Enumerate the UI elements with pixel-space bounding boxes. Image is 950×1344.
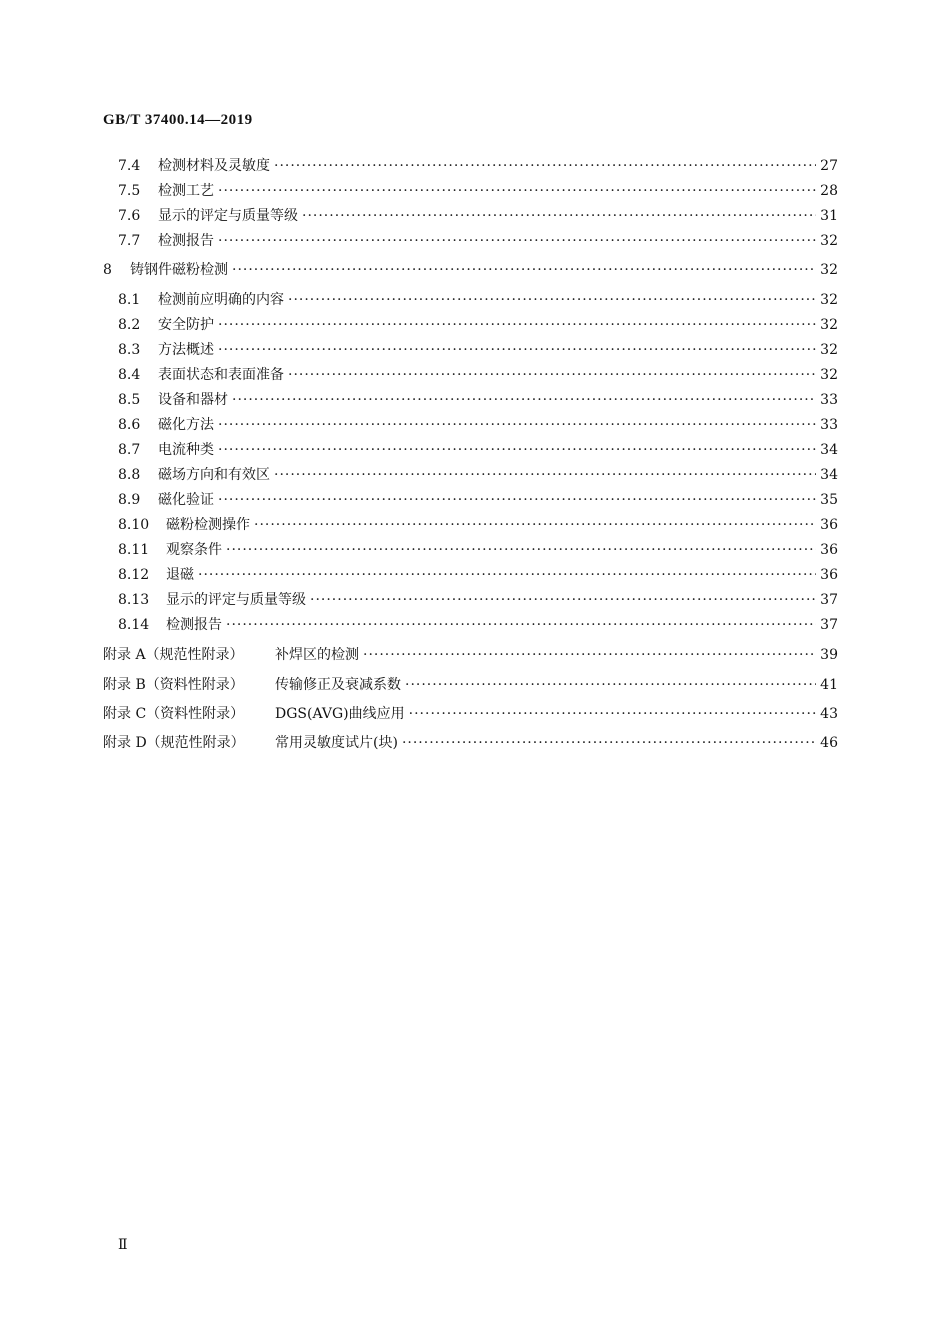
toc-title: 常用灵敏度试片(块) [275, 735, 398, 751]
toc-appendix-entry[interactable] [103, 733, 838, 753]
toc-entry[interactable] [118, 231, 838, 251]
toc-number: 8.14 [118, 617, 150, 633]
document-code: GB/T 37400.14—2019 [103, 112, 253, 128]
toc-title: 检测报告 [158, 233, 214, 249]
toc-leader-dots [218, 340, 816, 360]
toc-page: 32 [820, 292, 838, 308]
toc-entry[interactable] [118, 390, 838, 410]
toc-leader-dots [409, 704, 816, 724]
toc-number: 8.10 [118, 517, 150, 533]
toc-leader-dots [232, 390, 816, 410]
toc-title: 显示的评定与质量等级 [158, 208, 298, 224]
toc-chapter-entry[interactable] [103, 260, 838, 280]
toc-page: 36 [820, 567, 838, 583]
toc-number: 8 [103, 262, 112, 278]
toc-title: 方法概述 [158, 342, 214, 358]
toc-page: 34 [820, 442, 838, 458]
toc-appendix-label: 附录 C（资料性附录） [103, 706, 245, 722]
toc-title: 表面状态和表面准备 [158, 367, 284, 383]
toc-leader-dots [363, 645, 816, 665]
toc-number: 8.7 [118, 442, 141, 458]
toc-entry[interactable] [118, 465, 838, 485]
toc-number: 8.2 [118, 317, 141, 333]
toc-page: 28 [820, 183, 838, 199]
toc-leader-dots [288, 290, 816, 310]
toc-entry[interactable] [118, 206, 838, 226]
toc-title: 传输修正及衰减系数 [275, 677, 401, 693]
toc-leader-dots [226, 615, 816, 635]
toc-title: 显示的评定与质量等级 [166, 592, 306, 608]
toc-title: 电流种类 [158, 442, 214, 458]
toc-page: 27 [820, 158, 838, 174]
toc-page: 36 [820, 542, 838, 558]
page-number-roman: Ⅱ [118, 1238, 128, 1253]
toc-page: 43 [820, 706, 838, 722]
toc-number: 8.1 [118, 292, 141, 308]
toc-title: 补焊区的检测 [275, 647, 359, 663]
toc-page: 41 [820, 677, 838, 693]
toc-title: 检测前应明确的内容 [158, 292, 284, 308]
toc-number: 8.3 [118, 342, 141, 358]
toc-leader-dots [302, 206, 816, 226]
toc-page: 32 [820, 367, 838, 383]
toc-number: 8.13 [118, 592, 150, 608]
toc-page: 35 [820, 492, 838, 508]
toc-leader-dots [226, 540, 816, 560]
toc-title: 铸钢件磁粉检测 [130, 262, 228, 278]
toc-title: 设备和器材 [158, 392, 228, 408]
toc-leader-dots [198, 565, 816, 585]
toc-page: 32 [820, 317, 838, 333]
toc-leader-dots [218, 440, 816, 460]
toc-title: 安全防护 [158, 317, 214, 333]
toc-entry[interactable] [118, 290, 838, 310]
toc-appendix-label: 附录 D（规范性附录） [103, 735, 245, 751]
toc-page: 32 [820, 233, 838, 249]
toc-leader-dots [218, 490, 816, 510]
toc-entry[interactable] [118, 490, 838, 510]
toc-number: 7.6 [118, 208, 141, 224]
toc-leader-dots [218, 181, 816, 201]
toc-number: 8.4 [118, 367, 141, 383]
toc-number: 7.4 [118, 158, 141, 174]
toc-leader-dots [232, 260, 816, 280]
toc-page: 34 [820, 467, 838, 483]
toc-entry[interactable] [118, 615, 838, 635]
toc-page: 37 [820, 592, 838, 608]
toc-entry[interactable] [118, 181, 838, 201]
toc-title: 磁场方向和有效区 [158, 467, 270, 483]
toc-title: 检测材料及灵敏度 [158, 158, 270, 174]
toc-leader-dots [218, 415, 816, 435]
toc-page: 33 [820, 417, 838, 433]
toc-leader-dots [274, 465, 816, 485]
toc-leader-dots [274, 156, 816, 176]
toc-number: 8.5 [118, 392, 141, 408]
toc-title: DGS(AVG)曲线应用 [275, 706, 405, 722]
toc-appendix-label: 附录 B（资料性附录） [103, 677, 244, 693]
toc-entry[interactable] [118, 340, 838, 360]
toc-number: 7.7 [118, 233, 141, 249]
toc-entry[interactable] [118, 540, 838, 560]
toc-appendix-entry[interactable] [103, 704, 838, 724]
toc-title: 磁化方法 [158, 417, 214, 433]
toc-leader-dots [402, 733, 816, 753]
toc-number: 8.9 [118, 492, 141, 508]
toc-entry[interactable] [118, 565, 838, 585]
toc-page: 46 [820, 735, 838, 751]
toc-appendix-label: 附录 A（规范性附录） [103, 647, 244, 663]
toc-page: 39 [820, 647, 838, 663]
toc-number: 8.6 [118, 417, 141, 433]
toc-leader-dots [218, 315, 816, 335]
toc-title: 磁粉检测操作 [166, 517, 250, 533]
toc-leader-dots [218, 231, 816, 251]
toc-title: 检测报告 [166, 617, 222, 633]
toc-page: 33 [820, 392, 838, 408]
toc-entry[interactable] [118, 315, 838, 335]
toc-leader-dots [405, 675, 816, 695]
toc-page: 32 [820, 262, 838, 278]
toc-page: 31 [820, 208, 838, 224]
toc-leader-dots [310, 590, 816, 610]
toc-number: 8.11 [118, 542, 150, 558]
toc-entry[interactable] [118, 440, 838, 460]
toc-entry[interactable] [118, 415, 838, 435]
toc-title: 观察条件 [166, 542, 222, 558]
toc-page: 36 [820, 517, 838, 533]
toc-number: 7.5 [118, 183, 141, 199]
toc-title: 磁化验证 [158, 492, 214, 508]
toc-page: 32 [820, 342, 838, 358]
toc-leader-dots [288, 365, 816, 385]
toc-entry[interactable] [118, 156, 838, 176]
toc-entry[interactable] [118, 365, 838, 385]
toc-number: 8.8 [118, 467, 141, 483]
toc-number: 8.12 [118, 567, 150, 583]
toc-title: 检测工艺 [158, 183, 214, 199]
toc-appendix-entry[interactable] [103, 675, 838, 695]
toc-entry[interactable] [118, 590, 838, 610]
toc-entry[interactable] [118, 515, 838, 535]
toc-page: 37 [820, 617, 838, 633]
toc-leader-dots [254, 515, 816, 535]
toc-appendix-entry[interactable] [103, 645, 838, 665]
toc-title: 退磁 [166, 567, 194, 583]
